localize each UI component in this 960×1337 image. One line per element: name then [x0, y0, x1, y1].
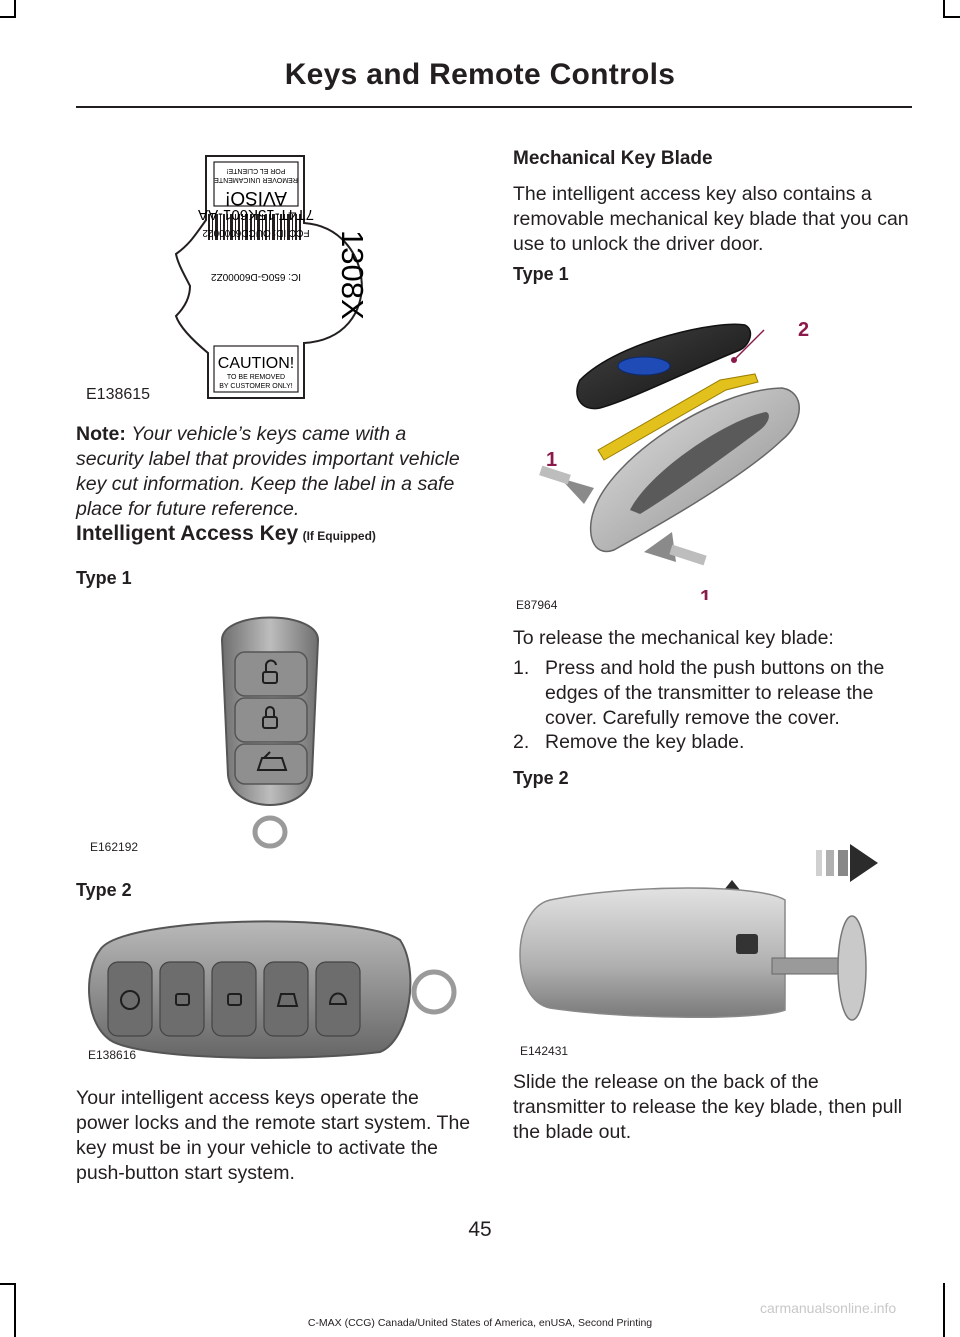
type2-fob-illustration	[80, 910, 470, 1060]
caution-sub2: BY CUSTOMER ONLY!	[219, 383, 293, 390]
figure-code-blade1: E87964	[516, 598, 558, 612]
slide-release-paragraph: Slide the release on the back of the transmitter to release the key blade, then pull the blade out.	[513, 1071, 903, 1143]
callout-1b: 1	[700, 587, 712, 600]
callout-1a: 1	[546, 449, 558, 471]
figure-code-type2: E138616	[88, 1048, 137, 1062]
section-heading	[76, 522, 376, 546]
page-number: 45	[468, 1218, 492, 1241]
type2-fob-figure	[80, 910, 470, 1060]
note-paragraph	[76, 422, 460, 522]
pull-arrow-right	[816, 844, 878, 882]
step-number: 1.	[513, 657, 530, 679]
aviso-text: AVISO!	[225, 187, 287, 208]
crop-mark-top-right-h	[943, 16, 960, 18]
section-title: Intelligent Access Key	[76, 522, 299, 545]
figure-code-blade2: E142431	[520, 1044, 569, 1058]
note-label: Note:	[76, 423, 126, 445]
release-intro: To release the mechanical key blade:	[513, 627, 834, 649]
key-blade-slide-illustration	[510, 830, 890, 1030]
footer-info: C-MAX (CCG) Canada/United States of America, enUSA, Second Printing	[307, 1317, 653, 1329]
fcc-text: FCC ID: OUCD6000022	[202, 227, 310, 238]
callout-2: 2	[798, 319, 810, 341]
crop-mark-bottom-left-h	[0, 1283, 16, 1285]
key-blade-exploded-illustration	[520, 300, 820, 600]
type1-heading-right: Type 1	[513, 264, 569, 284]
part-text: 7T4T-15K601-AA	[198, 206, 314, 223]
press-arrow-bottom	[644, 532, 707, 565]
type2-heading-right: Type 2	[513, 768, 569, 788]
ic-text: IC: 650G-D60000Z2	[210, 271, 302, 282]
logo-badge	[618, 357, 670, 375]
aviso-sub2: POR EL CLIENTE!	[226, 167, 286, 174]
security-label-illustration	[76, 148, 456, 408]
caution-text: CAUTION!	[217, 355, 295, 372]
note-text: Your vehicle’s keys came with a security label that provides important vehicle key cut information. Keep the label in a safe place for future reference.	[76, 423, 460, 520]
press-arrow-left	[539, 466, 594, 504]
release-step-1	[513, 656, 913, 736]
security-label-figure	[76, 148, 456, 408]
figure-code-label: E138615	[86, 386, 151, 403]
type1-fob-figure	[200, 600, 340, 860]
step-text: Press and hold the push buttons on the edges of the transmitter to release the cover. Carefully remove the cover.	[545, 657, 885, 729]
step-number: 2.	[513, 731, 530, 753]
crop-mark-top-left-h	[0, 16, 16, 18]
type1-heading-left: Type 1	[76, 568, 132, 588]
mechanical-key-intro: The intelligent access key also contains a removable mechanical key blade that you can use to unlock the driver door.	[513, 183, 909, 255]
type2-heading-left: Type 2	[76, 880, 132, 900]
intelligent-key-paragraph: Your intelligent access keys operate the power locks and the remote start system. The key must be in your vehicle to activate the push-button start system.	[76, 1087, 471, 1184]
mechanical-key-heading: Mechanical Key Blade	[513, 148, 713, 169]
header-rule	[76, 106, 912, 108]
label-big-code: 1308X	[335, 230, 370, 320]
type1-fob-illustration	[200, 600, 340, 860]
key-blade-type1-figure	[520, 300, 820, 600]
watermark: carmanualsonline.info	[760, 1300, 897, 1316]
key-blade-type2-figure	[510, 830, 890, 1030]
release-step-2	[513, 730, 913, 760]
step-text: Remove the key blade.	[545, 731, 745, 753]
figure-code-type1: E162192	[90, 840, 139, 854]
page-title: Keys and Remote Controls	[284, 58, 676, 91]
caution-sub1: TO BE REMOVED	[226, 374, 286, 381]
aviso-sub1: REMOVER UNICAMENTE	[214, 176, 298, 183]
if-equipped-tag: (If Equipped)	[302, 529, 376, 543]
